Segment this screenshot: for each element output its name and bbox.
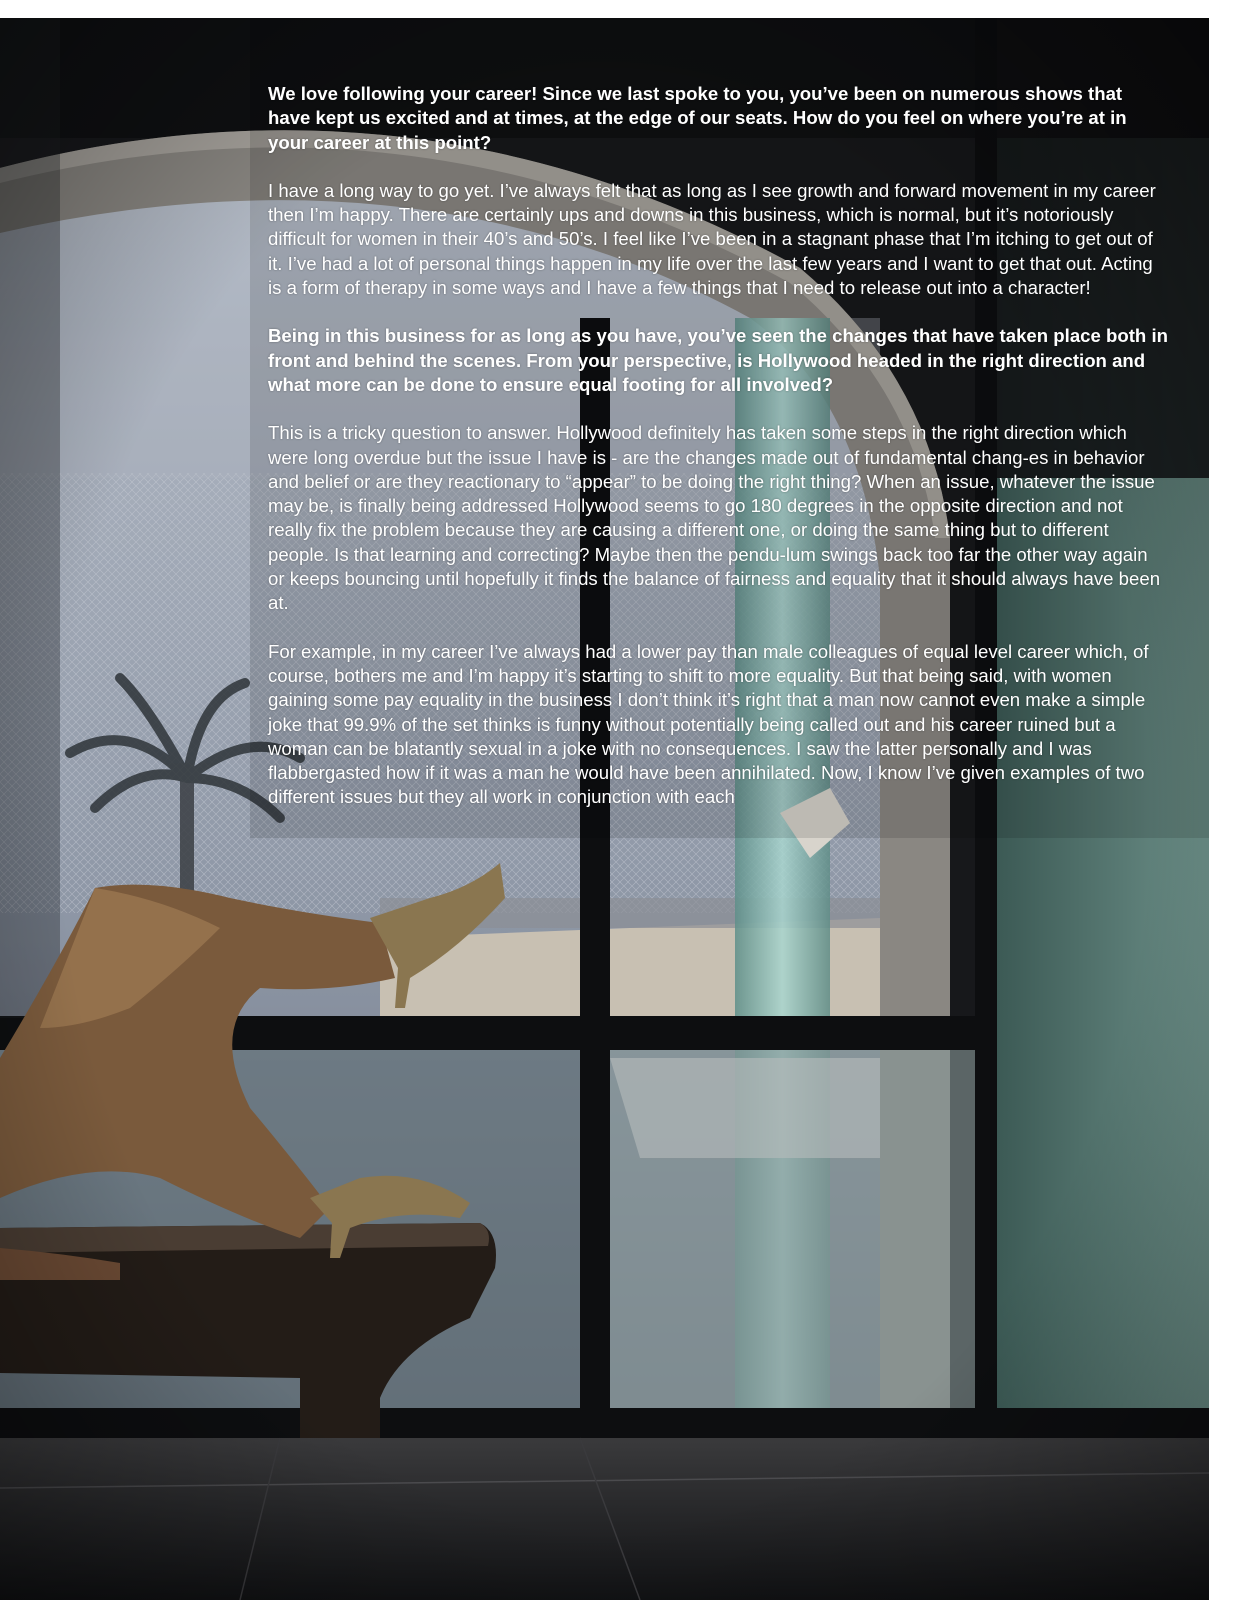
interview-article bbox=[268, 82, 1168, 834]
interview-question: We love following your career! Since we last spoke to you, you’ve been on numerous shows that have kept us excited and at times, at the edge of our seats. How do you feel on where you’re at in your career at this point? bbox=[268, 83, 1127, 153]
interview-answer: I have a long way to go yet. I’ve always felt that as long as I see growth and forward movement in my career then I’m happy. There are certainly ups and downs in this business, which is normal, but it’s notoriously difficult for women in their 40’s and 50’s. I feel like I’ve been in a stagnant phase that I’m itching to get out of it. I’ve had a lot of personal things happen in my life over the last few years and I want to get that out. Acting is a form of therapy in some ways and I have a few things that I need to release out into a character! bbox=[268, 179, 1156, 299]
interview-answer: This is a tricky question to answer. Hollywood definitely has taken some steps in the right direction which were long overdue but the issue I have is - are the changes made out of fundamental chang-es in behavior and belief or are they reactionary to “appear” to be doing the right thing? When an issue, whatever the issue may be, is finally being addressed Hollywood seems to go 180 degrees in the opposite direction and not really fix the problem because they are causing a different one, or doing the same thing but to different people. Is that learning and correcting? Maybe then the pendu-lum swings back too far the other way again or keeps bouncing until hopefully it finds the balance of fairness and equality that it should always have been at. bbox=[268, 422, 1161, 614]
interview-answer: For example, in my career I’ve always had a lower pay than male colleagues of equal level career which, of course, bothers me and I’m happy it’s starting to shift to more equality. But that being said, with women gaining some pay equality in the business I don’t think it’s right that a man now cannot even make a simple joke that 99.9% of the set thinks is funny without potentially being called out and his career ruined but a woman can be blatantly sexual in a joke with no consequences. I saw the latter personally and I was flabbergasted how if it was a man he would have been annihilated. Now, I know I’ve given examples of two different issues but they all work in conjunction with each bbox=[268, 640, 1149, 808]
interview-question: Being in this business for as long as you have, you’ve seen the changes that have taken place both in front and behind the scenes. From your perspective, is Hollywood headed in the right direction and what more can be done to ensure equal footing for all involved? bbox=[268, 325, 1168, 395]
